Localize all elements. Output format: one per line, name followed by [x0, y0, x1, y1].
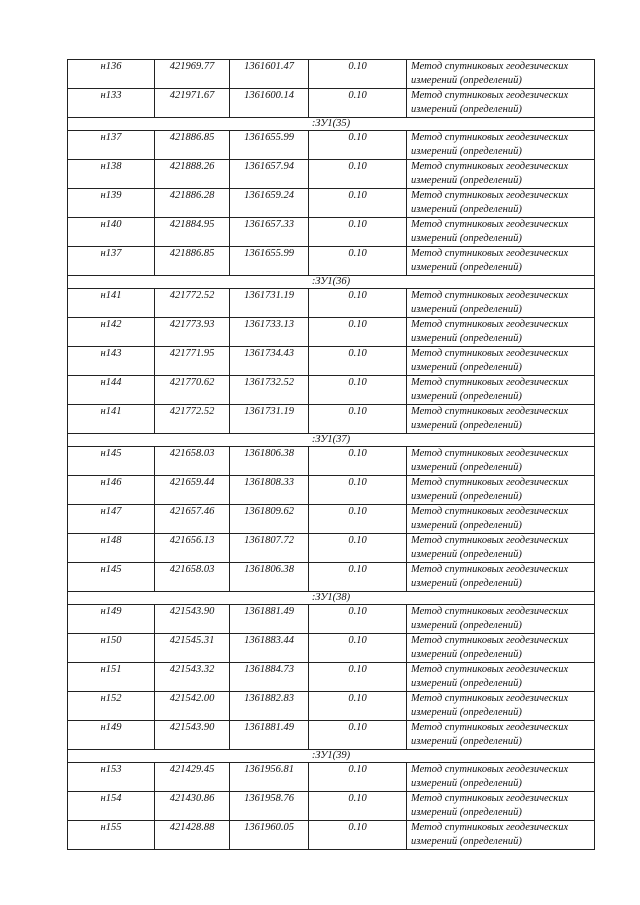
y-coordinate-cell: 1361731.19 [230, 289, 309, 318]
method-cell: Метод спутниковых геодезических измерений (определений) [407, 763, 595, 792]
point-number-cell: н144 [68, 376, 155, 405]
y-coordinate-cell: 1361960.05 [230, 821, 309, 850]
accuracy-cell: 0.10 [309, 792, 407, 821]
accuracy-cell: 0.10 [309, 247, 407, 276]
x-coordinate-cell: 421545.31 [155, 634, 230, 663]
coordinates-table-body [68, 60, 595, 850]
y-coordinate-cell: 1361881.49 [230, 721, 309, 750]
point-number-cell: н146 [68, 476, 155, 505]
method-cell: Метод спутниковых геодезических измерений (определений) [407, 189, 595, 218]
method-cell: Метод спутниковых геодезических измерений (определений) [407, 476, 595, 505]
point-number-cell: н145 [68, 447, 155, 476]
y-coordinate-cell: 1361956.81 [230, 763, 309, 792]
x-coordinate-cell: 421429.45 [155, 763, 230, 792]
y-coordinate-cell: 1361809.62 [230, 505, 309, 534]
y-coordinate-cell: 1361734.43 [230, 347, 309, 376]
method-cell: Метод спутниковых геодезических измерений (определений) [407, 821, 595, 850]
method-cell: Метод спутниковых геодезических измерений (определений) [407, 347, 595, 376]
x-coordinate-cell: 421770.62 [155, 376, 230, 405]
x-coordinate-cell: 421543.32 [155, 663, 230, 692]
x-coordinate-cell: 421888.26 [155, 160, 230, 189]
accuracy-cell: 0.10 [309, 160, 407, 189]
y-coordinate-cell: 1361808.33 [230, 476, 309, 505]
section-label: :ЗУ1(37) [68, 434, 595, 447]
accuracy-cell: 0.10 [309, 347, 407, 376]
section-label: :ЗУ1(35) [68, 118, 595, 131]
coordinates-table [67, 59, 595, 850]
accuracy-cell: 0.10 [309, 505, 407, 534]
table-row [68, 89, 595, 118]
point-number-cell: н149 [68, 605, 155, 634]
method-cell: Метод спутниковых геодезических измерений (определений) [407, 663, 595, 692]
x-coordinate-cell: 421886.85 [155, 247, 230, 276]
y-coordinate-cell: 1361884.73 [230, 663, 309, 692]
x-coordinate-cell: 421543.90 [155, 605, 230, 634]
y-coordinate-cell: 1361657.94 [230, 160, 309, 189]
point-number-cell: н153 [68, 763, 155, 792]
table-row [68, 534, 595, 563]
point-number-cell: н142 [68, 318, 155, 347]
accuracy-cell: 0.10 [309, 534, 407, 563]
point-number-cell: н149 [68, 721, 155, 750]
point-number-cell: н154 [68, 792, 155, 821]
point-number-cell: н141 [68, 289, 155, 318]
section-header-row [68, 434, 595, 447]
table-row [68, 792, 595, 821]
accuracy-cell: 0.10 [309, 218, 407, 247]
point-number-cell: н143 [68, 347, 155, 376]
accuracy-cell: 0.10 [309, 447, 407, 476]
table-row [68, 476, 595, 505]
x-coordinate-cell: 421428.88 [155, 821, 230, 850]
accuracy-cell: 0.10 [309, 189, 407, 218]
x-coordinate-cell: 421886.85 [155, 131, 230, 160]
method-cell: Метод спутниковых геодезических измерений (определений) [407, 721, 595, 750]
x-coordinate-cell: 421657.46 [155, 505, 230, 534]
accuracy-cell: 0.10 [309, 376, 407, 405]
x-coordinate-cell: 421658.03 [155, 563, 230, 592]
table-row [68, 131, 595, 160]
method-cell: Метод спутниковых геодезических измерений (определений) [407, 289, 595, 318]
accuracy-cell: 0.10 [309, 563, 407, 592]
table-row [68, 218, 595, 247]
table-row [68, 505, 595, 534]
section-label: :ЗУ1(39) [68, 750, 595, 763]
x-coordinate-cell: 421773.93 [155, 318, 230, 347]
method-cell: Метод спутниковых геодезических измерений (определений) [407, 247, 595, 276]
table-row [68, 60, 595, 89]
y-coordinate-cell: 1361732.52 [230, 376, 309, 405]
y-coordinate-cell: 1361600.14 [230, 89, 309, 118]
y-coordinate-cell: 1361601.47 [230, 60, 309, 89]
section-header-row [68, 118, 595, 131]
section-header-row [68, 592, 595, 605]
point-number-cell: н150 [68, 634, 155, 663]
point-number-cell: н140 [68, 218, 155, 247]
y-coordinate-cell: 1361807.72 [230, 534, 309, 563]
table-row [68, 692, 595, 721]
y-coordinate-cell: 1361806.38 [230, 447, 309, 476]
method-cell: Метод спутниковых геодезических измерений (определений) [407, 160, 595, 189]
x-coordinate-cell: 421884.95 [155, 218, 230, 247]
y-coordinate-cell: 1361733.13 [230, 318, 309, 347]
accuracy-cell: 0.10 [309, 605, 407, 634]
table-row [68, 447, 595, 476]
table-row [68, 289, 595, 318]
x-coordinate-cell: 421430.86 [155, 792, 230, 821]
method-cell: Метод спутниковых геодезических измерений (определений) [407, 563, 595, 592]
accuracy-cell: 0.10 [309, 131, 407, 160]
table-row [68, 821, 595, 850]
point-number-cell: н147 [68, 505, 155, 534]
y-coordinate-cell: 1361655.99 [230, 131, 309, 160]
y-coordinate-cell: 1361731.19 [230, 405, 309, 434]
method-cell: Метод спутниковых геодезических измерений (определений) [407, 218, 595, 247]
section-header-row [68, 276, 595, 289]
x-coordinate-cell: 421658.03 [155, 447, 230, 476]
y-coordinate-cell: 1361655.99 [230, 247, 309, 276]
x-coordinate-cell: 421971.67 [155, 89, 230, 118]
point-number-cell: н136 [68, 60, 155, 89]
x-coordinate-cell: 421543.90 [155, 721, 230, 750]
accuracy-cell: 0.10 [309, 763, 407, 792]
table-row [68, 189, 595, 218]
table-row [68, 563, 595, 592]
table-row [68, 160, 595, 189]
method-cell: Метод спутниковых геодезических измерений (определений) [407, 131, 595, 160]
table-row [68, 763, 595, 792]
table-row [68, 247, 595, 276]
table-row [68, 721, 595, 750]
method-cell: Метод спутниковых геодезических измерений (определений) [407, 405, 595, 434]
point-number-cell: н133 [68, 89, 155, 118]
accuracy-cell: 0.10 [309, 663, 407, 692]
method-cell: Метод спутниковых геодезических измерений (определений) [407, 634, 595, 663]
accuracy-cell: 0.10 [309, 634, 407, 663]
method-cell: Метод спутниковых геодезических измерений (определений) [407, 318, 595, 347]
y-coordinate-cell: 1361659.24 [230, 189, 309, 218]
table-row [68, 634, 595, 663]
point-number-cell: н145 [68, 563, 155, 592]
y-coordinate-cell: 1361958.76 [230, 792, 309, 821]
point-number-cell: н139 [68, 189, 155, 218]
method-cell: Метод спутниковых геодезических измерений (определений) [407, 534, 595, 563]
method-cell: Метод спутниковых геодезических измерений (определений) [407, 692, 595, 721]
x-coordinate-cell: 421969.77 [155, 60, 230, 89]
x-coordinate-cell: 421771.95 [155, 347, 230, 376]
table-row [68, 318, 595, 347]
table-row [68, 347, 595, 376]
y-coordinate-cell: 1361657.33 [230, 218, 309, 247]
section-label: :ЗУ1(38) [68, 592, 595, 605]
x-coordinate-cell: 421886.28 [155, 189, 230, 218]
point-number-cell: н141 [68, 405, 155, 434]
accuracy-cell: 0.10 [309, 821, 407, 850]
y-coordinate-cell: 1361882.83 [230, 692, 309, 721]
method-cell: Метод спутниковых геодезических измерений (определений) [407, 605, 595, 634]
point-number-cell: н152 [68, 692, 155, 721]
y-coordinate-cell: 1361883.44 [230, 634, 309, 663]
method-cell: Метод спутниковых геодезических измерений (определений) [407, 60, 595, 89]
section-label: :ЗУ1(36) [68, 276, 595, 289]
table-row [68, 663, 595, 692]
point-number-cell: н137 [68, 131, 155, 160]
section-header-row [68, 750, 595, 763]
y-coordinate-cell: 1361881.49 [230, 605, 309, 634]
method-cell: Метод спутниковых геодезических измерений (определений) [407, 792, 595, 821]
table-row [68, 605, 595, 634]
accuracy-cell: 0.10 [309, 405, 407, 434]
point-number-cell: н148 [68, 534, 155, 563]
accuracy-cell: 0.10 [309, 89, 407, 118]
method-cell: Метод спутниковых геодезических измерений (определений) [407, 505, 595, 534]
accuracy-cell: 0.10 [309, 60, 407, 89]
accuracy-cell: 0.10 [309, 692, 407, 721]
point-number-cell: н138 [68, 160, 155, 189]
x-coordinate-cell: 421542.00 [155, 692, 230, 721]
y-coordinate-cell: 1361806.38 [230, 563, 309, 592]
method-cell: Метод спутниковых геодезических измерений (определений) [407, 376, 595, 405]
accuracy-cell: 0.10 [309, 289, 407, 318]
x-coordinate-cell: 421659.44 [155, 476, 230, 505]
accuracy-cell: 0.10 [309, 318, 407, 347]
point-number-cell: н151 [68, 663, 155, 692]
point-number-cell: н137 [68, 247, 155, 276]
x-coordinate-cell: 421656.13 [155, 534, 230, 563]
method-cell: Метод спутниковых геодезических измерений (определений) [407, 447, 595, 476]
table-row [68, 405, 595, 434]
accuracy-cell: 0.10 [309, 476, 407, 505]
point-number-cell: н155 [68, 821, 155, 850]
accuracy-cell: 0.10 [309, 721, 407, 750]
table-row [68, 376, 595, 405]
x-coordinate-cell: 421772.52 [155, 405, 230, 434]
x-coordinate-cell: 421772.52 [155, 289, 230, 318]
method-cell: Метод спутниковых геодезических измерений (определений) [407, 89, 595, 118]
